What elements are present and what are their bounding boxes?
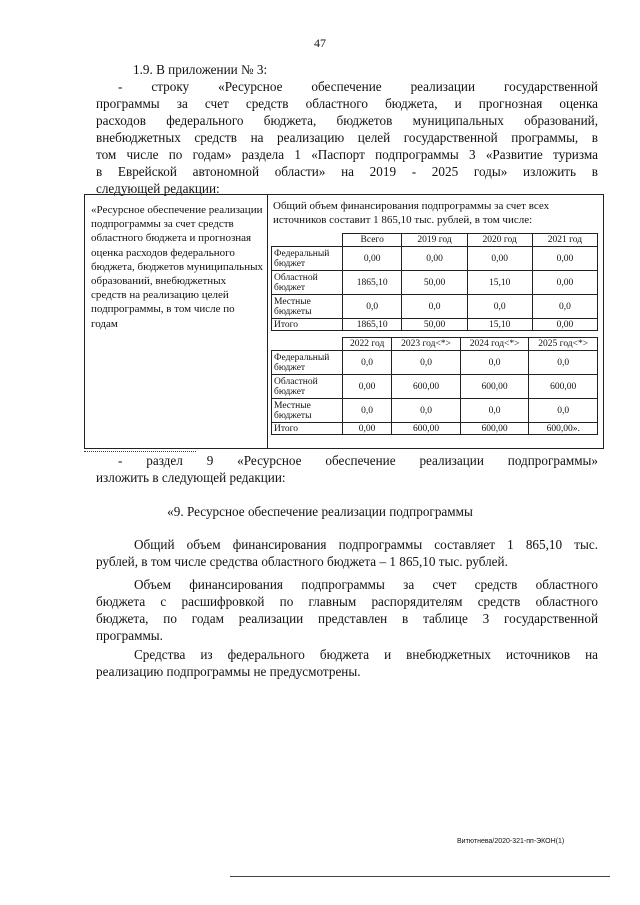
value-cell: 0,00 (532, 319, 597, 331)
financing-table-2019-2021 (271, 233, 598, 331)
value-cell: 1865,10 (343, 319, 402, 331)
row-label: Областной бюджет (272, 271, 343, 295)
row-label: Областной бюджет (272, 375, 343, 399)
value-cell: 0,00 (402, 247, 467, 271)
row-label: Итого (272, 423, 343, 435)
page-number: 47 (314, 36, 326, 50)
value-cell: 0,0 (529, 399, 598, 423)
paragraph-federal-funds (96, 646, 598, 680)
header-cell (272, 234, 343, 247)
header-cell: 2024 год<*> (460, 338, 529, 351)
bottom-rule (230, 876, 610, 877)
item2-line: изложить в следующей редакции: (96, 470, 286, 485)
table-row (272, 271, 598, 295)
left-cell (85, 195, 268, 448)
row-label: Федеральный бюджет (272, 247, 343, 271)
value-cell: 0,0 (532, 295, 597, 319)
item1-line: программы за счет средств областного бюджета, и прогнозная оценка (96, 96, 598, 111)
table-row (272, 375, 598, 399)
value-cell: 0,0 (392, 351, 461, 375)
row-label: Федеральный бюджет (272, 351, 343, 375)
financing-header: Общий объем финансирования подпрограммы за счет всех источников составит 1 865,10 тыс. рублей, в том числе: (273, 200, 550, 226)
para1-line: рублей, в том числе средства областного бюджета – 1 865,10 тыс. рублей. (96, 554, 508, 569)
value-cell: 600,00 (460, 375, 529, 399)
value-cell: 15,10 (467, 319, 532, 331)
value-cell: 0,0 (343, 351, 392, 375)
para2-line: бюджета, по годам реализации представлен в таблице 3 государственной (96, 611, 598, 626)
table-row (272, 423, 598, 435)
header-cell: 2022 год (343, 338, 392, 351)
value-cell: 0,00 (343, 375, 392, 399)
value-cell: 0,00 (467, 247, 532, 271)
value-cell: 600,00 (392, 423, 461, 435)
value-cell: 600,00 (392, 375, 461, 399)
item1-line: внебюджетных средств на реализацию целей государственной программы, в (96, 130, 598, 145)
para1-line: Общий объем финансирования подпрограммы составляет 1 865,10 тыс. (134, 537, 598, 552)
item2-paragraph (96, 452, 598, 486)
header-cell: 2021 год (532, 234, 597, 247)
para2-line: Объем финансирования подпрограммы за счет средств областного (134, 577, 598, 592)
table-row (272, 247, 598, 271)
value-cell: 50,00 (402, 319, 467, 331)
table-row (272, 399, 598, 423)
para2-line: бюджета с расшифровкой по главным распорядителям средств областного (96, 594, 598, 609)
value-cell: 1865,10 (343, 271, 402, 295)
value-cell: 0,0 (460, 351, 529, 375)
para2-line: программы. (96, 628, 163, 643)
table-row (272, 351, 598, 375)
para3-line: Средства из федерального бюджета и внебюджетных источников на (134, 647, 598, 662)
passport-table (84, 194, 604, 449)
value-cell: 0,0 (529, 351, 598, 375)
section-title: «9. Ресурсное обеспечение реализации подпрограммы (167, 504, 473, 519)
header-cell: 2020 год (467, 234, 532, 247)
row-label: Итого (272, 319, 343, 331)
value-cell: 0,0 (343, 399, 392, 423)
intro-line: 1.9. В приложении № 3: (133, 62, 268, 77)
item1-line: расходов федерального бюджета, бюджетов муниципальных образований, (96, 113, 598, 128)
value-cell: 0,0 (460, 399, 529, 423)
item1-line: том числе по годам» раздела 1 «Паспорт подпрограммы 3 «Развитие туризма (96, 147, 598, 162)
item2-line: - раздел 9 «Ресурсное обеспечение реализации подпрограммы» (118, 453, 598, 468)
para3-line: реализацию подпрограммы не предусмотрены. (96, 664, 361, 679)
row-label: Местные бюджеты (272, 295, 343, 319)
value-cell: 0,0 (343, 295, 402, 319)
item1-paragraph (96, 78, 598, 197)
footer-code: Витютнева/2020-321-пп-ЭКОН(1) (457, 838, 565, 845)
financing-table-2022-2025 (271, 337, 598, 435)
value-cell: 600,00 (460, 423, 529, 435)
paragraph-total-financing (96, 536, 598, 570)
table-row (272, 295, 598, 319)
header-cell (272, 338, 343, 351)
value-cell: 15,10 (467, 271, 532, 295)
paragraph-regional-budget (96, 576, 598, 644)
value-cell: 50,00 (402, 271, 467, 295)
value-cell: 0,00 (343, 247, 402, 271)
item1-line: в Еврейской автономной области» на 2019 - 2025 годы» изложить в (96, 164, 598, 179)
header-cell: 2025 год<*> (529, 338, 598, 351)
value-cell: 600,00 (529, 375, 598, 399)
left-cell-text: «Ресурсное обеспечение реализации подпрограммы за счет средств областного бюджета и прогнозная оценка расходов федерального бюджета, бюджетов муниципальных образований, внебюджетных средств на реализацию целей подпрограммы, в том числе по годам (91, 204, 263, 330)
row-label: Местные бюджеты (272, 399, 343, 423)
item1-line: следующей редакции: (96, 181, 220, 196)
value-cell: 0,00 (532, 271, 597, 295)
table-row (272, 319, 598, 331)
value-cell: 0,0 (392, 399, 461, 423)
value-cell: 0,0 (402, 295, 467, 319)
value-cell: 0,00 (532, 247, 597, 271)
header-cell: Всего (343, 234, 402, 247)
value-cell: 0,0 (467, 295, 532, 319)
value-cell: 600,00». (529, 423, 598, 435)
item1-line: - строку «Ресурсное обеспечение реализации государственной (118, 79, 598, 94)
header-cell: 2019 год (402, 234, 467, 247)
header-cell: 2023 год<*> (392, 338, 461, 351)
value-cell: 0,00 (343, 423, 392, 435)
